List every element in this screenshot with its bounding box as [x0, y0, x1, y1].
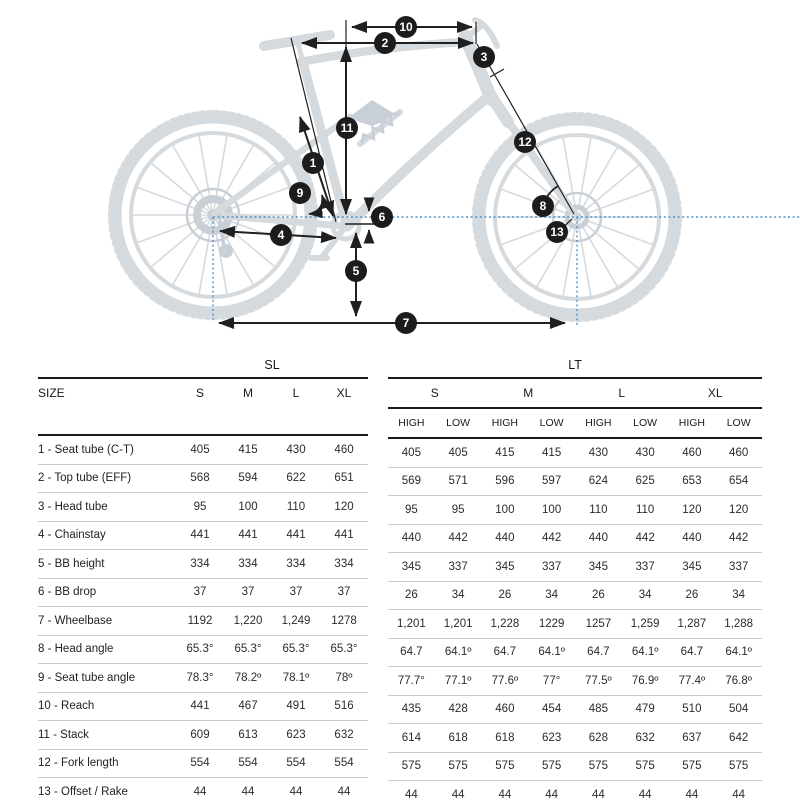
sl-value-cell: 44 — [224, 778, 272, 800]
sl-value-cell: 460 — [320, 435, 368, 464]
sl-value-cell: 37 — [176, 578, 224, 607]
sl-value-cell: 100 — [224, 493, 272, 522]
wheel-spoke — [578, 138, 591, 210]
lt-table-row — [388, 581, 762, 610]
sl-value-cell: 441 — [176, 692, 224, 721]
lt-value-cell: 1,201 — [388, 610, 435, 639]
lt-value-cell: 575 — [388, 752, 435, 781]
measurement-badge-number: 3 — [480, 50, 488, 65]
sl-value-cell: 594 — [224, 464, 272, 493]
lt-value-cell: 440 — [575, 524, 622, 553]
wheel-spoke — [581, 223, 618, 286]
measurement-badge-number: 9 — [296, 186, 304, 201]
wheel-spoke — [581, 148, 618, 211]
sl-value-cell: 491 — [272, 692, 320, 721]
lt-value-cell: 430 — [575, 438, 622, 467]
lt-value-cell: 44 — [715, 781, 762, 800]
lt-value-cell: 77.4º — [669, 667, 716, 696]
lt-col-l: L — [575, 378, 669, 408]
sl-value-cell: 554 — [224, 749, 272, 778]
lt-group-header-row — [388, 352, 762, 378]
lt-value-cell: 95 — [388, 496, 435, 525]
sl-value-cell: 334 — [224, 550, 272, 579]
lt-value-cell: 1257 — [575, 610, 622, 639]
sl-value-cell: 44 — [176, 778, 224, 800]
lt-value-cell: 623 — [528, 724, 575, 753]
lt-value-cell: 479 — [622, 695, 669, 724]
sl-value-cell: 516 — [320, 692, 368, 721]
sl-table-row — [38, 435, 368, 464]
sl-value-cell: 651 — [320, 464, 368, 493]
lt-value-cell: 34 — [622, 581, 669, 610]
lt-value-cell: 575 — [715, 752, 762, 781]
geometry-row-label: 4 - Chainstay — [38, 521, 176, 550]
geometry-row-label: 12 - Fork length — [38, 749, 176, 778]
sl-value-cell: 441 — [176, 521, 224, 550]
measurement-badge-number: 12 — [518, 135, 532, 150]
saddle — [264, 35, 330, 46]
lt-value-cell: 430 — [622, 438, 669, 467]
lt-table-row — [388, 781, 762, 800]
lt-value-cell: 442 — [528, 524, 575, 553]
lt-value-cell: 345 — [575, 553, 622, 582]
lt-col-s: S — [388, 378, 482, 408]
lt-value-cell: 110 — [575, 496, 622, 525]
measurement-badge-number: 1 — [309, 156, 317, 171]
lt-value-cell: 345 — [669, 553, 716, 582]
lt-value-cell: 575 — [622, 752, 669, 781]
sl-value-cell: 78º — [320, 664, 368, 693]
sl-value-cell: 334 — [320, 550, 368, 579]
lt-value-cell: 596 — [482, 467, 529, 496]
geometry-row-label: 11 - Stack — [38, 721, 176, 750]
lt-value-cell: 95 — [435, 496, 482, 525]
lt-value-cell: 575 — [669, 752, 716, 781]
sl-value-cell: 430 — [272, 435, 320, 464]
sl-value-cell: 1278 — [320, 607, 368, 636]
lt-value-cell: 337 — [715, 553, 762, 582]
sl-value-cell: 622 — [272, 464, 320, 493]
lt-sub-col: HIGH — [482, 408, 529, 438]
lt-value-cell: 460 — [715, 438, 762, 467]
lt-sub-col: LOW — [715, 408, 762, 438]
sl-value-cell: 623 — [272, 721, 320, 750]
lt-value-cell: 1,201 — [435, 610, 482, 639]
lt-value-cell: 120 — [669, 496, 716, 525]
sl-value-cell: 632 — [320, 721, 368, 750]
geometry-row-label: 3 - Head tube — [38, 493, 176, 522]
sl-col-m: M — [243, 386, 253, 400]
spacer — [38, 407, 368, 435]
lt-value-cell: 415 — [528, 438, 575, 467]
sl-value-cell: 95 — [176, 493, 224, 522]
geometry-row-label: 8 - Head angle — [38, 635, 176, 664]
measurement-badge-number: 5 — [352, 264, 360, 279]
lt-table-row — [388, 638, 762, 667]
sl-value-cell: 37 — [272, 578, 320, 607]
sl-value-cell: 441 — [224, 521, 272, 550]
lt-value-cell: 618 — [435, 724, 482, 753]
sl-table-row — [38, 521, 368, 550]
lt-group-header: LT — [388, 352, 762, 378]
sl-value-cell: 44 — [272, 778, 320, 800]
reference-lines — [213, 217, 800, 325]
sl-table-row — [38, 607, 368, 636]
lt-value-cell: 337 — [622, 553, 669, 582]
lt-col-m: M — [482, 378, 576, 408]
lt-value-cell: 632 — [622, 724, 669, 753]
lt-value-cell: 485 — [575, 695, 622, 724]
geometry-row-label: 6 - BB drop — [38, 578, 176, 607]
lt-value-cell: 34 — [715, 581, 762, 610]
sl-value-cell: 78.3° — [176, 664, 224, 693]
sl-value-cell: 568 — [176, 464, 224, 493]
lt-value-cell: 345 — [388, 553, 435, 582]
lt-value-cell: 614 — [388, 724, 435, 753]
lt-value-cell: 44 — [388, 781, 435, 800]
lt-value-cell: 44 — [435, 781, 482, 800]
sl-value-cell: 110 — [272, 493, 320, 522]
lt-value-cell: 26 — [669, 581, 716, 610]
lt-value-cell: 44 — [622, 781, 669, 800]
lt-value-cell: 64.7 — [575, 638, 622, 667]
lt-value-cell: 100 — [528, 496, 575, 525]
lt-value-cell: 415 — [482, 438, 529, 467]
sl-table-row — [38, 721, 368, 750]
lt-value-cell: 405 — [388, 438, 435, 467]
lt-value-cell: 64.1º — [435, 638, 482, 667]
lt-value-cell: 337 — [435, 553, 482, 582]
sl-value-cell: 405 — [176, 435, 224, 464]
lt-table-body — [388, 438, 762, 800]
lt-value-cell: 569 — [388, 467, 435, 496]
sl-value-cell: 415 — [224, 435, 272, 464]
lt-value-cell: 64.1º — [715, 638, 762, 667]
lt-value-cell: 76.9º — [622, 667, 669, 696]
handlebar — [475, 20, 497, 46]
lt-value-cell: 442 — [715, 524, 762, 553]
lt-value-cell: 642 — [715, 724, 762, 753]
lt-sub-col: LOW — [528, 408, 575, 438]
measurement-badge-number: 6 — [378, 210, 386, 225]
lt-value-cell: 77.6º — [482, 667, 529, 696]
lt-value-cell: 110 — [622, 496, 669, 525]
lt-value-cell: 120 — [715, 496, 762, 525]
lt-value-cell: 77° — [528, 667, 575, 696]
lt-value-cell: 637 — [669, 724, 716, 753]
lt-value-cell: 440 — [388, 524, 435, 553]
sl-value-cell: 467 — [224, 692, 272, 721]
sl-value-cell: 37 — [224, 578, 272, 607]
measurement-badge-number: 2 — [381, 36, 389, 51]
lt-value-cell: 1,288 — [715, 610, 762, 639]
lt-value-cell: 34 — [435, 581, 482, 610]
geometry-row-label: 2 - Top tube (EFF) — [38, 464, 176, 493]
measurement-badge-number: 4 — [277, 228, 285, 243]
lt-table-row — [388, 553, 762, 582]
lt-value-cell: 64.1º — [622, 638, 669, 667]
lt-value-cell: 77.5º — [575, 667, 622, 696]
lt-sub-col: LOW — [622, 408, 669, 438]
sl-table-row — [38, 778, 368, 800]
lt-value-cell: 510 — [669, 695, 716, 724]
sl-spacer-row — [38, 407, 368, 435]
geometry-row-label: 13 - Offset / Rake — [38, 778, 176, 800]
lt-col-xl: XL — [669, 378, 763, 408]
geometry-row-label: 5 - BB height — [38, 550, 176, 579]
lt-value-cell: 653 — [669, 467, 716, 496]
sl-value-cell: 37 — [320, 578, 368, 607]
lt-size-header-row — [388, 378, 762, 408]
sl-value-cell: 44 — [320, 778, 368, 800]
lt-value-cell: 26 — [482, 581, 529, 610]
lt-sub-col: HIGH — [388, 408, 435, 438]
sl-value-cell: 554 — [272, 749, 320, 778]
lt-value-cell: 77.7° — [388, 667, 435, 696]
sl-group-header-row — [38, 352, 368, 378]
lt-table-row — [388, 524, 762, 553]
lt-value-cell: 625 — [622, 467, 669, 496]
lt-value-cell: 575 — [482, 752, 529, 781]
lt-value-cell: 100 — [482, 496, 529, 525]
sl-table-body — [38, 435, 368, 800]
measurement-badge-number: 11 — [340, 121, 354, 136]
lt-table — [388, 352, 762, 800]
lt-value-cell: 435 — [388, 695, 435, 724]
lt-value-cell: 628 — [575, 724, 622, 753]
sl-table-row — [38, 550, 368, 579]
wheel-spoke — [578, 224, 591, 296]
lt-value-cell: 1229 — [528, 610, 575, 639]
geometry-row-label: 1 - Seat tube (C-T) — [38, 435, 176, 464]
sl-value-cell: 120 — [320, 493, 368, 522]
sl-table-row — [38, 692, 368, 721]
lt-value-cell: 571 — [435, 467, 482, 496]
lt-table-row — [388, 467, 762, 496]
sl-value-cell: 441 — [320, 521, 368, 550]
lt-value-cell: 460 — [669, 438, 716, 467]
sl-table-row — [38, 578, 368, 607]
measurement-badges — [270, 16, 568, 334]
sl-table-row — [38, 493, 368, 522]
spacer — [38, 352, 176, 378]
lt-value-cell: 26 — [388, 581, 435, 610]
sl-table-row — [38, 635, 368, 664]
lt-value-cell: 77.1º — [435, 667, 482, 696]
sl-value-cell: 613 — [224, 721, 272, 750]
geometry-row-label: 9 - Seat tube angle — [38, 664, 176, 693]
lt-value-cell: 442 — [435, 524, 482, 553]
sl-value-cell: 65.3° — [224, 635, 272, 664]
lt-value-cell: 1,287 — [669, 610, 716, 639]
lt-value-cell: 440 — [669, 524, 716, 553]
lt-value-cell: 504 — [715, 695, 762, 724]
sl-value-cell: 441 — [272, 521, 320, 550]
lt-sub-col: HIGH — [669, 408, 716, 438]
geometry-row-label: 10 - Reach — [38, 692, 176, 721]
lt-table-row — [388, 667, 762, 696]
sl-col-l: L — [292, 386, 300, 400]
steering-axis-line — [477, 44, 574, 214]
lt-value-cell: 337 — [528, 553, 575, 582]
lt-value-cell: 1,228 — [482, 610, 529, 639]
sl-value-cell: 65.3° — [176, 635, 224, 664]
geometry-row-label: 7 - Wheelbase — [38, 607, 176, 636]
lt-value-cell: 440 — [482, 524, 529, 553]
lt-value-cell: 442 — [622, 524, 669, 553]
sl-value-cell: 78.2º — [224, 664, 272, 693]
lt-value-cell: 64.1º — [528, 638, 575, 667]
lt-value-cell: 454 — [528, 695, 575, 724]
bike-silhouette — [110, 20, 680, 320]
lt-value-cell: 34 — [528, 581, 575, 610]
sl-col-xl: XL — [336, 386, 352, 400]
lt-value-cell: 460 — [482, 695, 529, 724]
sl-value-cell: 1,249 — [272, 607, 320, 636]
measurement-badge-number: 8 — [539, 199, 547, 214]
lt-highlow-header-row — [388, 408, 762, 438]
lt-value-cell: 345 — [482, 553, 529, 582]
lt-value-cell: 64.7 — [669, 638, 716, 667]
sl-value-cell: 554 — [320, 749, 368, 778]
measurement-badge-number: 10 — [399, 20, 413, 35]
sl-col-s: S — [195, 386, 204, 400]
lt-table-row — [388, 695, 762, 724]
lt-value-cell: 575 — [435, 752, 482, 781]
lt-value-cell: 624 — [575, 467, 622, 496]
measurement-badge-number: 7 — [402, 316, 410, 331]
sl-value-cell: 78.1º — [272, 664, 320, 693]
sl-value-cell: 1192 — [176, 607, 224, 636]
lt-value-cell: 405 — [435, 438, 482, 467]
lt-table-row — [388, 496, 762, 525]
lt-table-row — [388, 438, 762, 467]
sl-value-cell: 65.3° — [272, 635, 320, 664]
lt-value-cell: 654 — [715, 467, 762, 496]
lt-value-cell: 618 — [482, 724, 529, 753]
lt-value-cell: 597 — [528, 467, 575, 496]
lt-value-cell: 44 — [575, 781, 622, 800]
size-label: SIZE — [38, 386, 65, 400]
sl-value-cell: 554 — [176, 749, 224, 778]
lt-value-cell: 26 — [575, 581, 622, 610]
sl-table — [38, 352, 368, 800]
lt-value-cell: 575 — [575, 752, 622, 781]
lt-value-cell: 76.8º — [715, 667, 762, 696]
sl-table-row — [38, 749, 368, 778]
sl-size-header-row — [38, 378, 368, 407]
lt-value-cell: 575 — [528, 752, 575, 781]
lt-value-cell: 44 — [669, 781, 716, 800]
lt-sub-col: LOW — [435, 408, 482, 438]
sl-value-cell: 609 — [176, 721, 224, 750]
sl-value-cell: 334 — [176, 550, 224, 579]
lt-value-cell: 64.7 — [482, 638, 529, 667]
lt-sub-col: HIGH — [575, 408, 622, 438]
lt-table-row — [388, 752, 762, 781]
sl-value-cell: 65.3° — [320, 635, 368, 664]
lt-value-cell: 44 — [528, 781, 575, 800]
lt-value-cell: 428 — [435, 695, 482, 724]
lt-table-row — [388, 610, 762, 639]
sl-table-row — [38, 464, 368, 493]
lt-table-row — [388, 724, 762, 753]
sl-group-header: SL — [176, 352, 368, 378]
lt-value-cell: 1,259 — [622, 610, 669, 639]
sl-table-row — [38, 664, 368, 693]
sl-value-cell: 334 — [272, 550, 320, 579]
lt-value-cell: 44 — [482, 781, 529, 800]
sl-value-cell: 1,220 — [224, 607, 272, 636]
lt-value-cell: 64.7 — [388, 638, 435, 667]
bike-geometry-diagram — [0, 0, 800, 348]
measurement-badge-number: 13 — [550, 225, 564, 240]
